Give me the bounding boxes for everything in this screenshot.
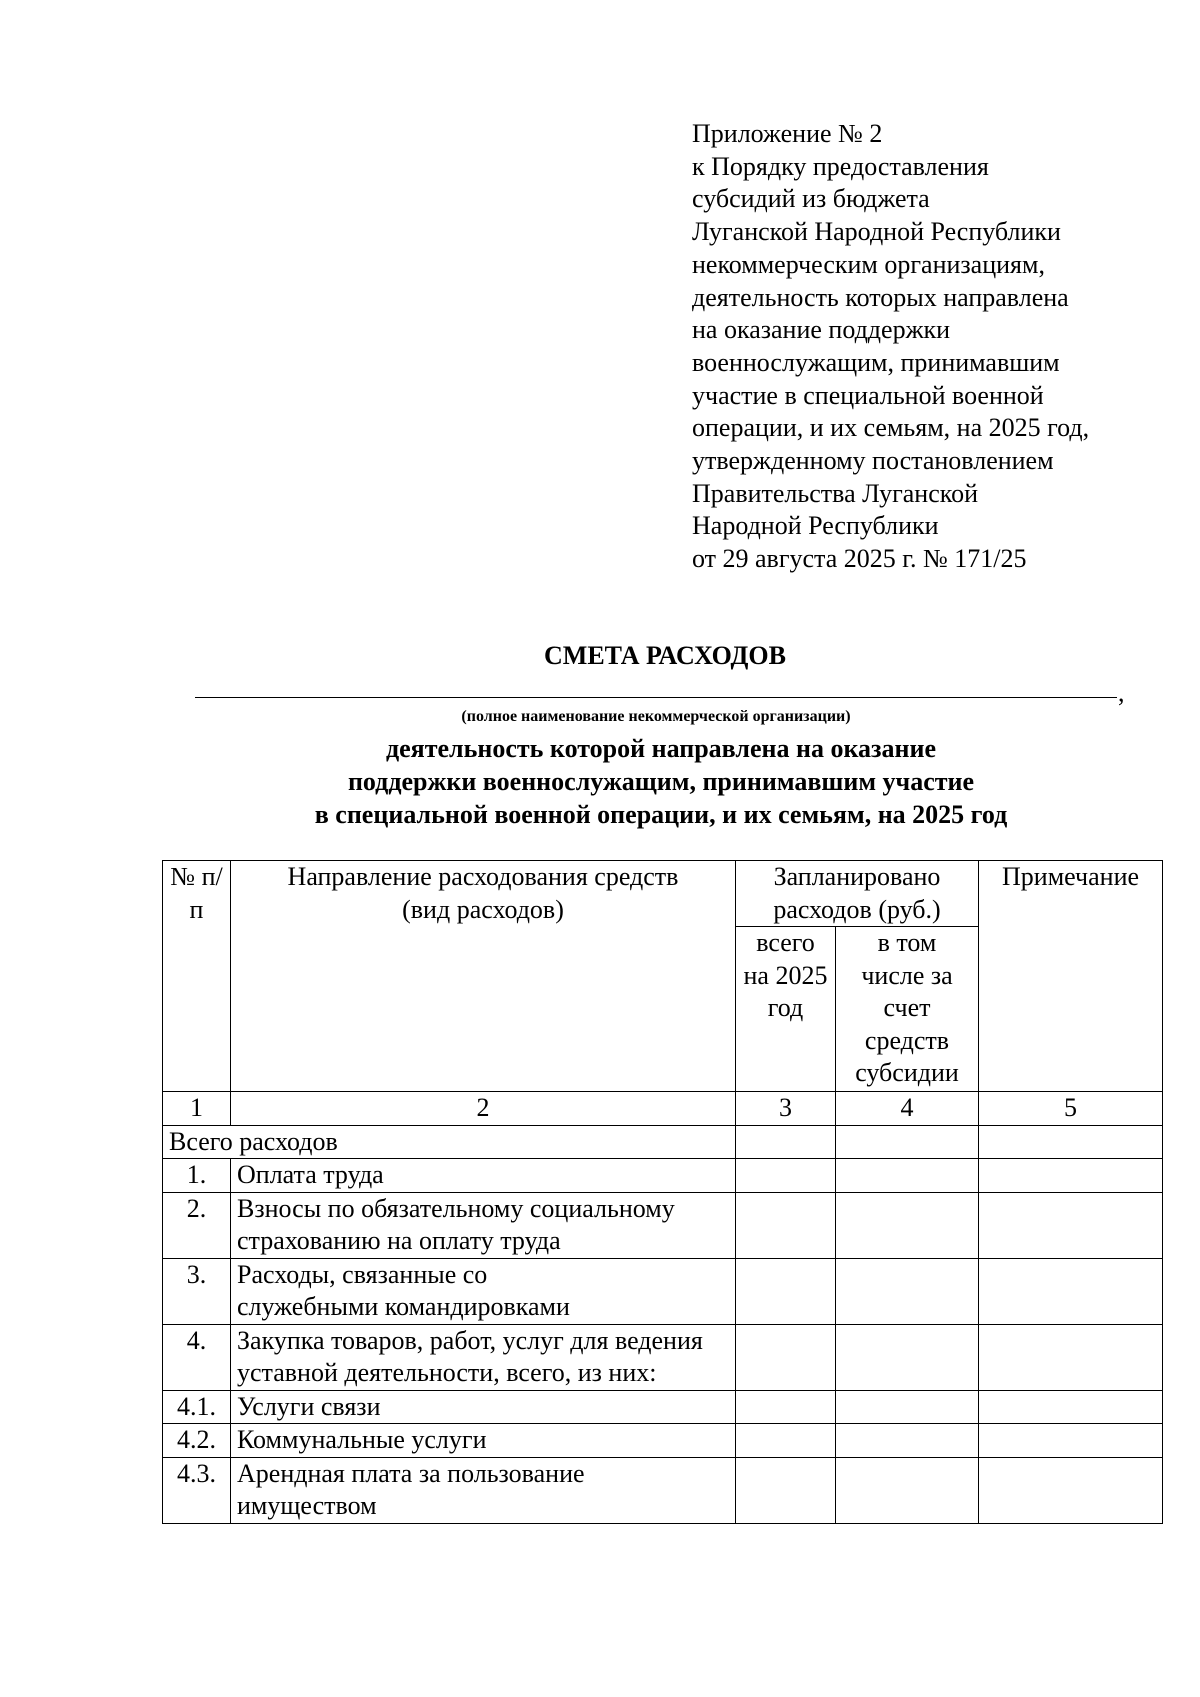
header-num: № п/п (163, 861, 231, 1092)
appendix-line: субсидий из бюджета (692, 184, 930, 214)
organization-name-comma: , (1118, 678, 1125, 707)
row-name: Услуги связи (231, 1390, 736, 1424)
appendix-line: деятельность которых направлена (692, 282, 1069, 312)
total-cell (736, 1390, 836, 1424)
appendix-line: Приложение № 2 (692, 119, 883, 148)
note-cell (979, 1457, 1163, 1523)
header-total: всего на 2025 год (736, 927, 836, 1092)
subsidy-cell (836, 1125, 979, 1159)
column-numbers-row (163, 1092, 1163, 1126)
document-subtitle (195, 732, 1127, 831)
note-cell (979, 1390, 1163, 1424)
column-number: 5 (979, 1092, 1163, 1126)
table-row (163, 1424, 1163, 1458)
note-cell (979, 1324, 1163, 1390)
subsidy-cell (836, 1457, 979, 1523)
row-name: Коммунальные услуги (231, 1424, 736, 1458)
subtitle-line: поддержки военнослужащим, принимавшим участие (347, 767, 975, 796)
appendix-line: от 29 августа 2025 г. № 171/25 (692, 544, 1027, 574)
row-name: Взносы по обязательному социальному страхованию на оплату труда (231, 1192, 736, 1258)
appendix-line: Луганской Народной Республики (692, 217, 1061, 247)
table-row (163, 1159, 1163, 1193)
column-number: 2 (231, 1092, 736, 1126)
note-cell (979, 1192, 1163, 1258)
appendix-line: на оказание поддержки (692, 315, 951, 345)
row-name: Арендная плата за пользование имуществом (231, 1457, 736, 1523)
estimate-table (162, 860, 1163, 1524)
appendix-line: операции, и их семьям, на 2025 год, (692, 413, 1090, 443)
document-title: СМЕТА РАСХОДОВ (544, 641, 786, 670)
total-cell (736, 1159, 836, 1193)
table-row (163, 1324, 1163, 1390)
column-number: 1 (163, 1092, 231, 1126)
header-planned: Запланировано расходов (руб.) (736, 861, 979, 927)
column-number: 3 (736, 1092, 836, 1126)
table-row-total (163, 1125, 1163, 1159)
note-cell (979, 1258, 1163, 1324)
total-cell (736, 1125, 836, 1159)
row-num: 4.3. (163, 1457, 231, 1523)
total-cell (736, 1192, 836, 1258)
row-name: Расходы, связанные со служебными командировками (231, 1258, 736, 1324)
subsidy-cell (836, 1324, 979, 1390)
table-row (163, 1457, 1163, 1523)
header-note: Примечание (979, 861, 1163, 1092)
organization-name-caption: (полное наименование некоммерческой организации) (461, 708, 851, 725)
table-header-row (163, 861, 1163, 927)
subsidy-cell (836, 1258, 979, 1324)
table-row (163, 1390, 1163, 1424)
appendix-block (692, 118, 1162, 576)
appendix-line: к Порядку предоставления (692, 151, 989, 181)
note-cell (979, 1159, 1163, 1193)
table-row (163, 1258, 1163, 1324)
row-num: 1. (163, 1159, 231, 1193)
subsidy-cell (836, 1159, 979, 1193)
row-num: 4.1. (163, 1390, 231, 1424)
total-cell (736, 1424, 836, 1458)
table-row (163, 1192, 1163, 1258)
row-num: 4. (163, 1324, 231, 1390)
subtitle-line: деятельность которой направлена на оказание (385, 734, 936, 763)
total-cell (736, 1457, 836, 1523)
note-cell (979, 1125, 1163, 1159)
header-direction: Направление расходования средств (вид расходов) (231, 861, 736, 1092)
row-num: 2. (163, 1192, 231, 1258)
subsidy-cell (836, 1192, 979, 1258)
row-name: Оплата труда (231, 1159, 736, 1193)
row-num: 3. (163, 1258, 231, 1324)
row-num: 4.2. (163, 1424, 231, 1458)
row-name: Закупка товаров, работ, услуг для ведения уставной деятельности, всего, из них: (231, 1324, 736, 1390)
appendix-line: некоммерческим организациям, (692, 249, 1045, 279)
subsidy-cell (836, 1424, 979, 1458)
total-row-label: Всего расходов (163, 1125, 736, 1159)
appendix-line: Правительства Луганской (692, 478, 978, 508)
appendix-line: Народной Республики (692, 511, 939, 541)
total-cell (736, 1324, 836, 1390)
appendix-line: военнослужащим, принимавшим (692, 347, 1060, 377)
column-number: 4 (836, 1092, 979, 1126)
subtitle-line: в специальной военной операции, и их семьям, на 2025 год (314, 800, 1008, 829)
subsidy-cell (836, 1390, 979, 1424)
appendix-line: участие в специальной военной (692, 380, 1044, 410)
header-subsidy: в том числе за счет средств субсидии (836, 927, 979, 1092)
note-cell (979, 1424, 1163, 1458)
organization-name-line (195, 697, 1117, 698)
total-cell (736, 1258, 836, 1324)
appendix-line: утвержденному постановлением (692, 446, 1054, 476)
